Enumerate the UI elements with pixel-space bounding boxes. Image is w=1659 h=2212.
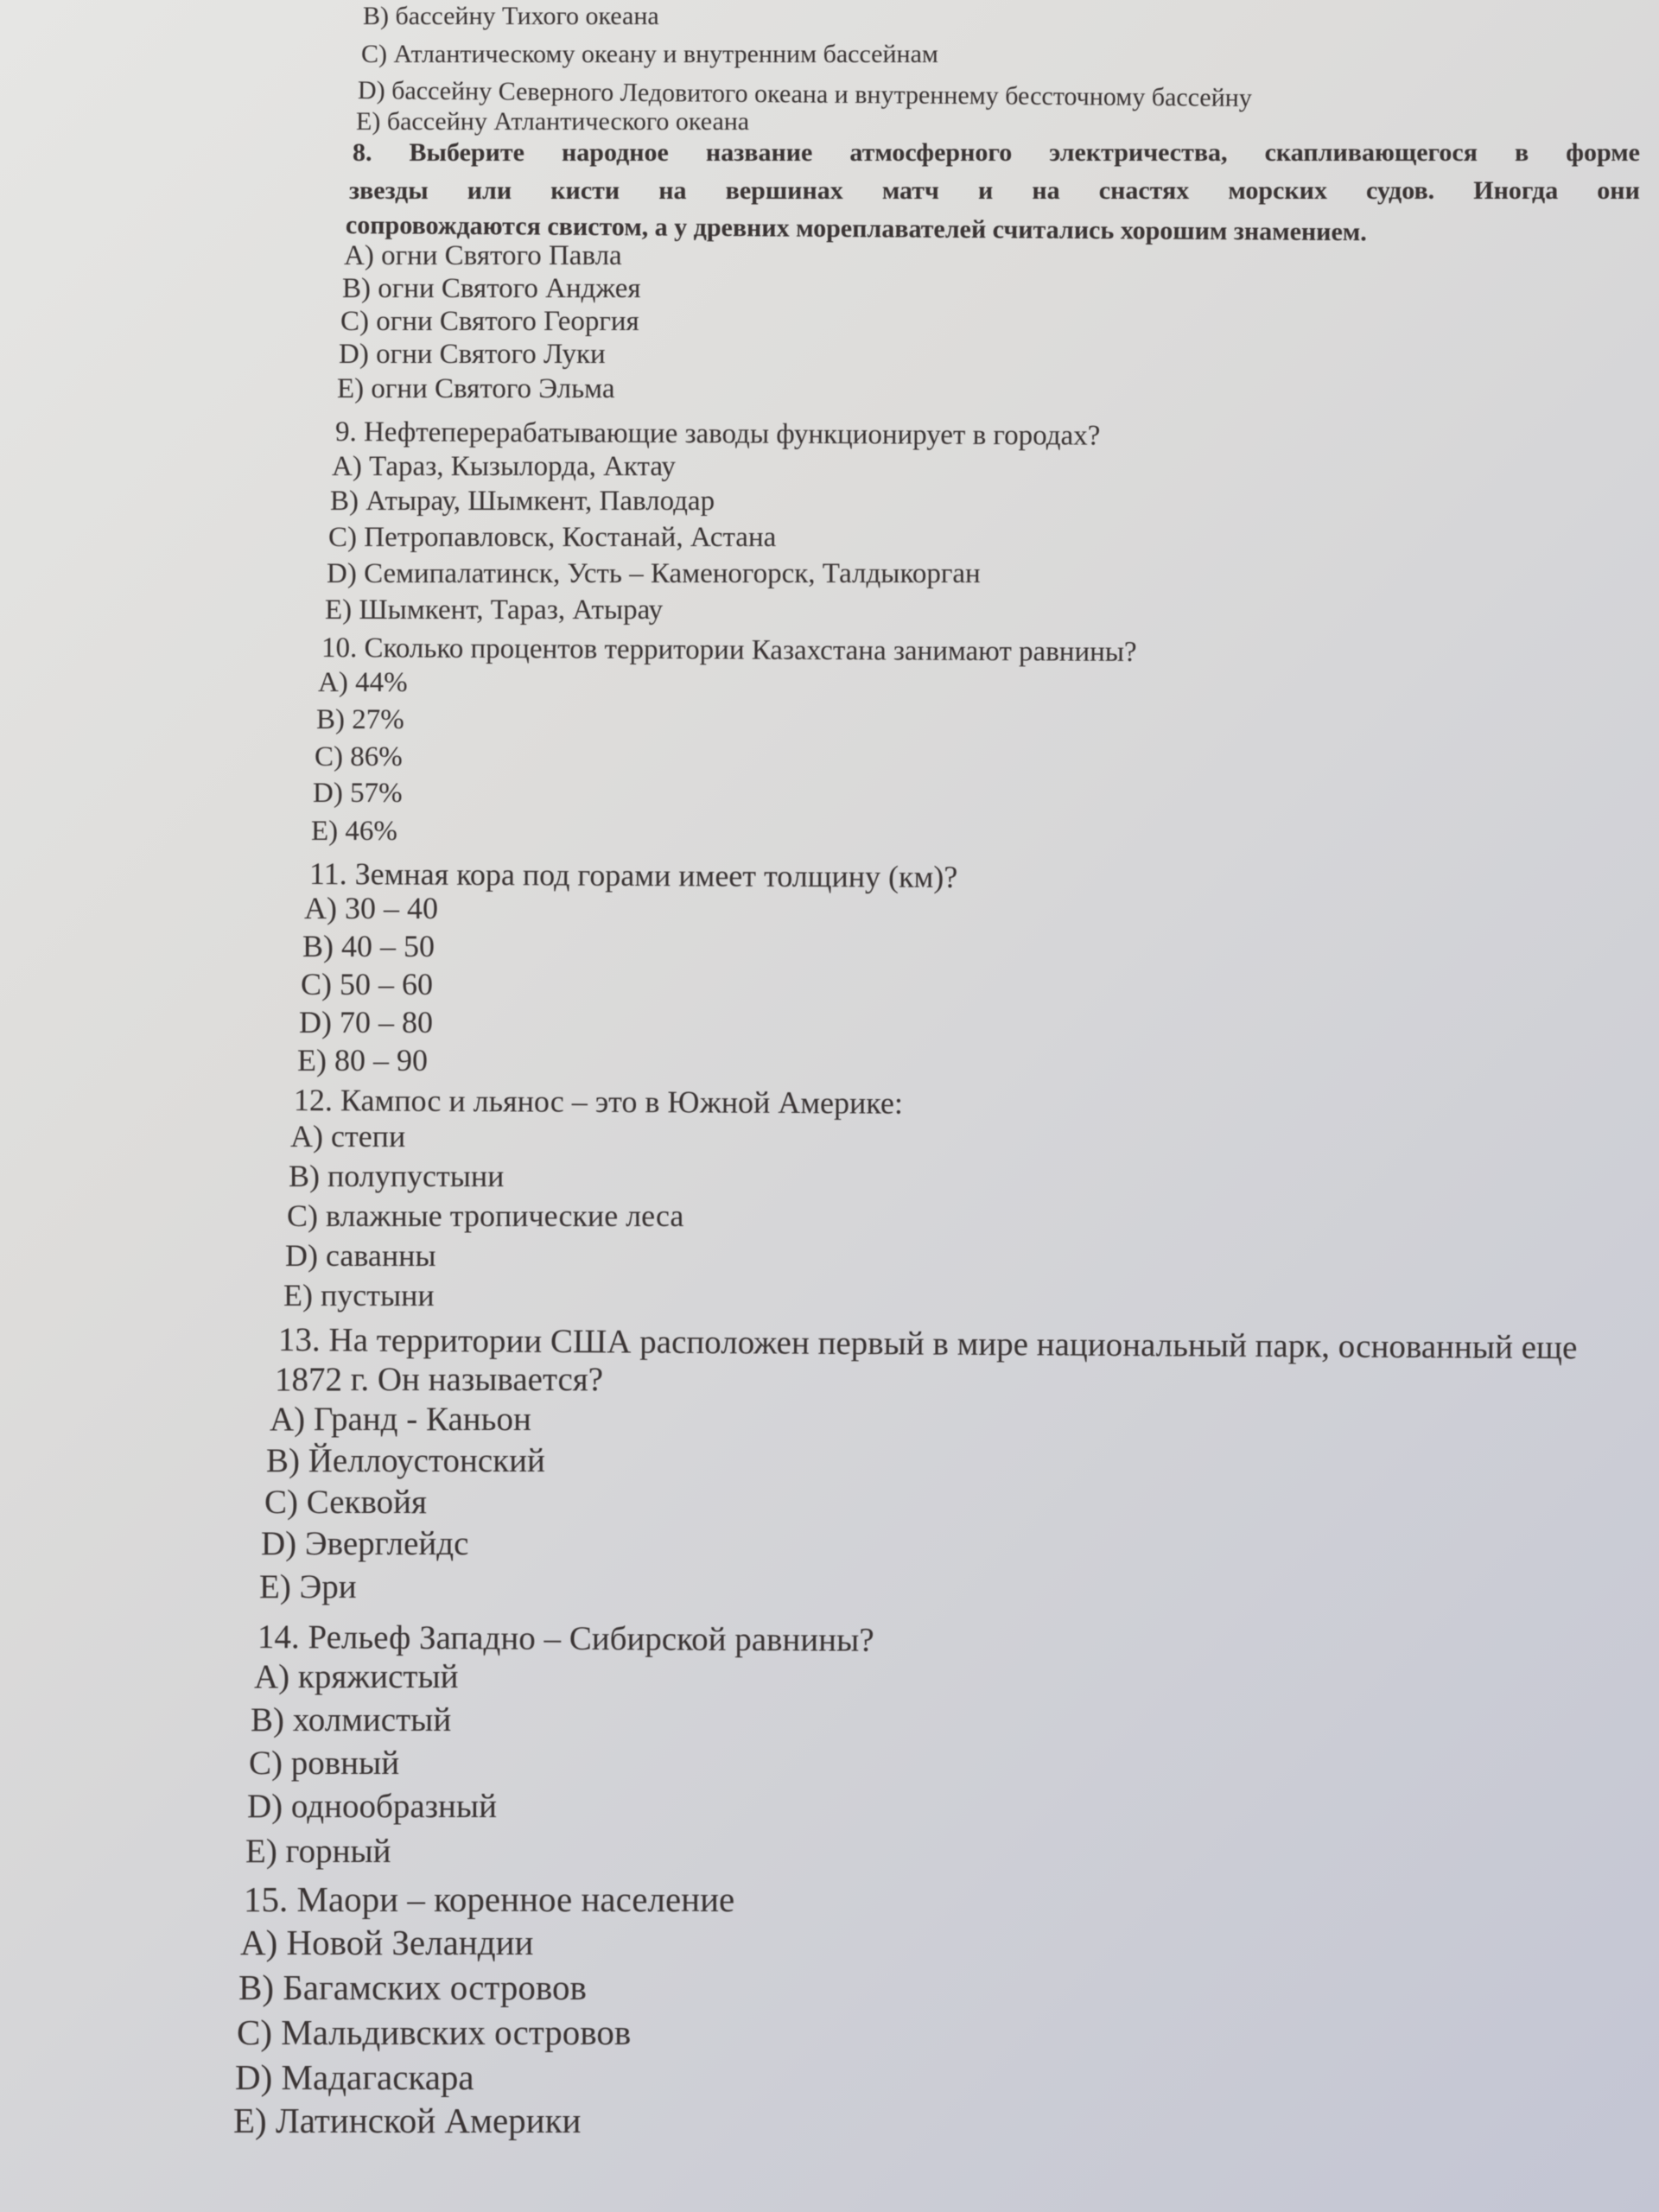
q8-word: морских (1228, 176, 1327, 205)
q8-word: или (467, 176, 512, 205)
q10-option-b: B) 27% (316, 704, 404, 735)
q15-option-c: C) Мальдивских островов (237, 2012, 632, 2052)
q12-option-e: E) пустыни (283, 1278, 435, 1313)
q9-option-a: A) Тараз, Кызылорда, Актау (332, 451, 676, 482)
q10-option-c: C) 86% (315, 741, 403, 772)
q8-option-e: E) огни Святого Эльма (337, 373, 615, 404)
q15-option-d: D) Мадагаскара (235, 2057, 474, 2097)
q8-word: судов. (1366, 176, 1435, 205)
q8-word: атмосферного (849, 138, 1013, 167)
q9-option-e: E) Шымкент, Тараз, Атырау (325, 594, 664, 626)
q8-word: и (978, 176, 994, 205)
q8-word: в (1515, 138, 1529, 167)
q15-question: 15. Маори – коренное население (244, 1879, 735, 1919)
q13-option-a: A) Гранд - Каньон (270, 1401, 531, 1438)
q8-option-d: D) огни Святого Луки (339, 339, 606, 370)
q9-option-c: C) Петропавловск, Костанай, Астана (328, 522, 777, 553)
q8-question-line-2 (349, 176, 1640, 206)
q7-option-e: E) бассейну Атлантического океана (356, 107, 750, 136)
q12-option-b: B) полупустыни (289, 1159, 505, 1193)
q8-word: Иногда (1473, 176, 1559, 205)
q8-word: Выберите (409, 138, 524, 167)
q14-option-e: E) горный (245, 1833, 391, 1870)
q11-option-a: A) 30 – 40 (304, 891, 438, 925)
q8-question-line-1 (353, 138, 1640, 168)
q8-word: форме (1566, 138, 1640, 167)
q8-word: название (705, 138, 813, 167)
q12-option-c: C) влажные тропические леса (287, 1198, 684, 1233)
q8-word: народное (561, 138, 669, 167)
q14-option-b: B) холмистый (251, 1701, 452, 1738)
q12-option-a: A) степи (290, 1119, 406, 1154)
q9-question: 9. Нефтеперерабатывающие заводы функционирует в городах? (334, 416, 1101, 452)
q10-option-a: A) 44% (318, 667, 408, 698)
q8-word: они (1597, 176, 1640, 205)
q15-option-a: A) Новой Зеландии (240, 1923, 534, 1962)
q10-question: 10. Сколько процентов территории Казахстана занимают равнины? (321, 632, 1137, 668)
q12-option-d: D) саванны (285, 1238, 436, 1273)
q8-word: на (1032, 176, 1060, 205)
q8-word: звезды (349, 176, 429, 205)
q7-option-d: D) бассейну Северного Ледовитого океана и внутреннему бессточному бассейну (357, 76, 1252, 113)
q9-option-b: B) Атырау, Шымкент, Павлодар (330, 486, 715, 517)
q14-question: 14. Рельеф Западно – Сибирской равнины? (257, 1618, 874, 1659)
q11-option-e: E) 80 – 90 (297, 1043, 428, 1077)
q11-option-d: D) 70 – 80 (299, 1005, 433, 1039)
q8-word: скапливающегося (1264, 138, 1478, 167)
q7-option-b: B) бассейну Тихого океана (363, 2, 659, 30)
q12-question: 12. Кампос и льянос – это в Южной Америке: (293, 1083, 904, 1121)
q8-word: на (658, 176, 687, 205)
q13-question-line-2: 1872 г. Он называется? (275, 1361, 604, 1398)
q11-question: 11. Земная кора под горами имеет толщину (км)? (308, 856, 958, 894)
q8-option-c: C) огни Святого Георгия (340, 306, 639, 337)
q9-option-d: D) Семипалатинск, Усть – Каменогорск, Талдыкорган (327, 558, 981, 589)
q13-question-line-1: 13. На территории США расположен первый в мире национальный парк, основанный еще (277, 1321, 1578, 1367)
q11-option-b: B) 40 – 50 (302, 929, 435, 963)
q8-option-a: A) огни Святого Павла (344, 240, 622, 271)
q8-word: электричества, (1049, 138, 1228, 167)
q8-word: 8. (353, 138, 372, 167)
q15-option-b: B) Багамских островов (238, 1967, 587, 2007)
q8-question-line-3: сопровождаются свистом, а у древних мореплавателей считались хорошим знамением. (345, 211, 1367, 247)
q14-option-c: C) ровный (249, 1745, 400, 1782)
q14-option-a: A) кряжистый (254, 1658, 459, 1695)
q13-option-b: B) Йеллоустонский (266, 1442, 545, 1479)
q8-word: кисти (550, 176, 620, 205)
q8-word: матч (881, 176, 939, 205)
q8-word: снастях (1098, 176, 1190, 205)
q13-option-c: C) Секвойя (264, 1484, 427, 1521)
q8-word: вершинах (725, 176, 843, 205)
q8-option-b: B) огни Святого Анджея (342, 273, 641, 304)
q10-option-d: D) 57% (313, 778, 403, 809)
q15-option-e: E) Латинской Америки (233, 2101, 582, 2140)
q10-option-e: E) 46% (311, 816, 397, 847)
q14-option-d: D) однообразный (247, 1788, 497, 1825)
q13-option-d: D) Эверглейдс (261, 1525, 469, 1562)
q13-option-e: E) Эри (259, 1568, 357, 1605)
q7-option-c: C) Атлантическому океану и внутренним бассейнам (361, 40, 938, 68)
q11-option-c: C) 50 – 60 (301, 967, 433, 1001)
